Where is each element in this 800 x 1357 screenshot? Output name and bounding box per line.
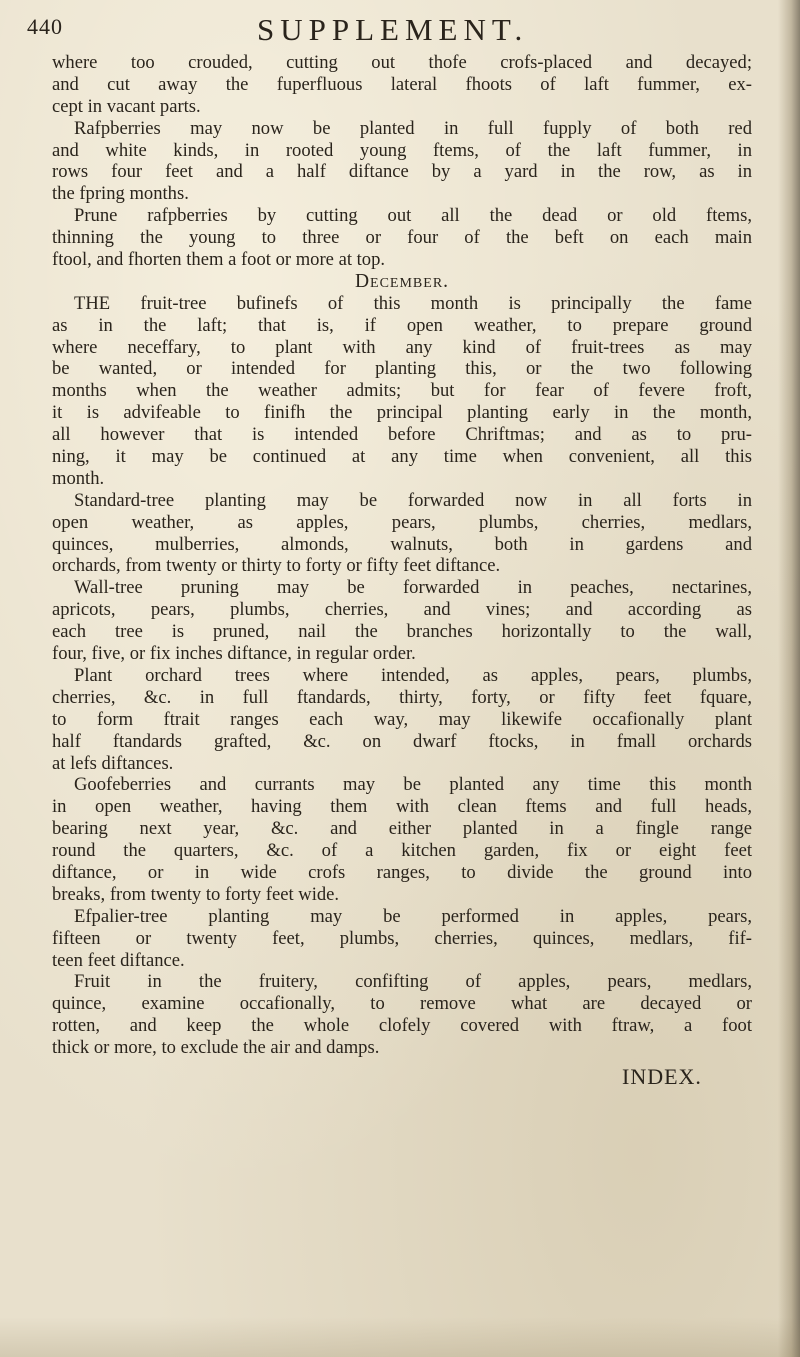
text-line: Standard-tree planting may be forwarded now in all forts in [74,489,752,511]
text-line: and cut away the fuperfluous lateral fhoots of laft fummer, ex- [52,73,752,95]
page-bottom-shading [0,1317,800,1357]
text-line: where neceffary, to plant with any kind of fruit-trees as may [52,336,752,358]
text-line: in open weather, having them with clean ftems and full heads, [52,796,752,818]
text-line: the fpring months. [52,183,189,205]
page-header [27,14,767,50]
text-line: quinces, mulberries, almonds, walnuts, both in gardens and [52,533,752,555]
text-line: as in the laft; that is, if open weather, to prepare ground [52,314,752,336]
section-heading: December. [354,270,450,292]
text-line: Rafpberries may now be planted in full fupply of both red [74,117,752,139]
text-line: apricots, pears, plumbs, cherries, and vines; and according as [52,599,752,621]
text-line: months when the weather admits; but for fear of fevere froft, [52,380,752,402]
text-line: four, five, or fix inches diftance, in regular order. [52,643,416,665]
running-head: SUPPLEMENT. [257,12,529,47]
text-line: cherries, &c. in full ftandards, thirty, forty, or fifty feet fquare, [52,686,752,708]
text-line: orchards, from twenty or thirty to forty or fifty feet diftance. [52,555,501,577]
text-line: THE fruit-tree bufinefs of this month is principally the fame [74,292,752,314]
text-line: it is advifeable to finifh the principal planting early in the month, [52,402,752,424]
text-line: diftance, or in wide crofs ranges, to divide the ground into [52,861,752,883]
text-line: quince, examine occafionally, to remove what are decayed or [52,993,752,1015]
text-line: Wall-tree pruning may be forwarded in peaches, nectarines, [74,577,752,599]
text-line: at lefs diftances. [52,752,174,774]
page-edge-shadow [778,0,800,1357]
text-line: ning, it may be continued at any time when convenient, all this [52,446,752,468]
text-line: Fruit in the fruitery, confifting of apples, pears, medlars, [74,971,752,993]
page-number: 440 [27,14,63,39]
text-line: breaks, from twenty to forty feet wide. [52,883,340,905]
catchword: INDEX. [622,1064,702,1089]
text-line: Prune rafpberries by cutting out all the dead or old ftems, [74,205,752,227]
text-line: cept in vacant parts. [52,95,201,117]
text-line: be wanted, or intended for planting this, or the two following [52,358,752,380]
text-line: rows four feet and a half diftance by a yard in the row, as in [52,161,752,183]
text-line: teen feet diftance. [52,949,185,971]
text-line: where too crouded, cutting out thofe crofs-placed and decayed; [52,52,752,73]
text-line: Plant orchard trees where intended, as apples, pears, plumbs, [74,664,752,686]
text-line: round the quarters, &c. of a kitchen garden, fix or eight feet [52,840,752,862]
text-line: Goofeberries and currants may be planted any time this month [74,774,752,796]
text-line: all however that is intended before Chriftmas; and as to pru- [52,424,752,446]
text-line: rotten, and keep the whole clofely covered with ftraw, a foot [52,1015,752,1037]
text-line: open weather, as apples, pears, plumbs, cherries, medlars, [52,511,752,533]
body-text [52,52,752,1059]
text-line: half ftandards grafted, &c. on dwarf ftocks, in fmall orchards [52,730,752,752]
text-line: each tree is pruned, nail the branches horizontally to the wall, [52,621,752,643]
text-line: bearing next year, &c. and either planted in a fingle range [52,818,752,840]
text-line: to form ftrait ranges each way, may likewife occafionally plant [52,708,752,730]
text-line: thick or more, to exclude the air and damps. [52,1037,380,1059]
text-line: thinning the young to three or four of the beft on each main [52,227,752,249]
text-line: month. [52,467,105,489]
text-line: ftool, and fhorten them a foot or more at top. [52,249,386,271]
text-line: Efpalier-tree planting may be performed in apples, pears, [74,905,752,927]
text-line: and white kinds, in rooted young ftems, of the laft fummer, in [52,139,752,161]
text-line: fifteen or twenty feet, plumbs, cherries, quinces, medlars, fif- [52,927,752,949]
